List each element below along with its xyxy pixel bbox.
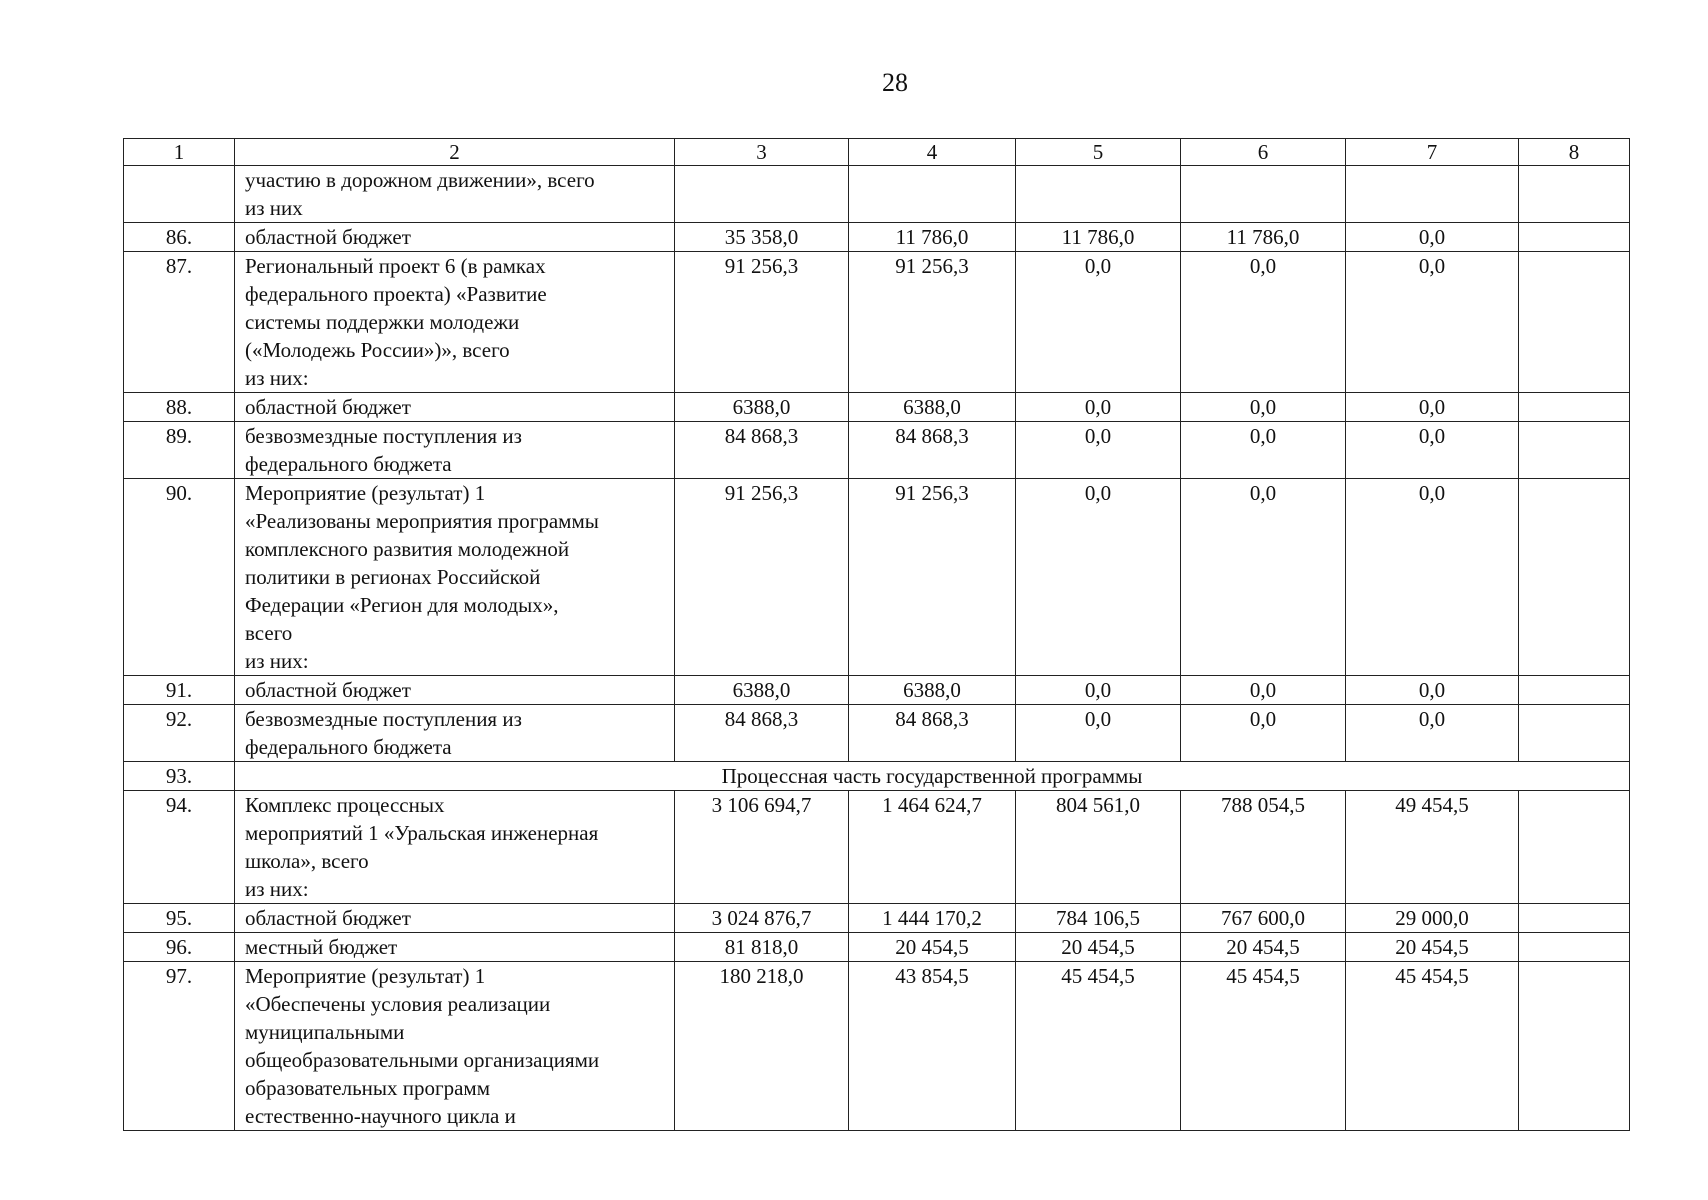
value-cell-col8 xyxy=(1519,223,1630,252)
row-name: Региональный проект 6 (в рамках федерального проекта) «Развитие системы поддержки молодежи («Молодежь России»)», всего из них: xyxy=(235,252,675,393)
value-cell-col6: 0,0 xyxy=(1181,422,1346,479)
value-cell-col7: 49 454,5 xyxy=(1346,791,1519,904)
column-header-2: 2 xyxy=(235,139,675,166)
value-cell-col8 xyxy=(1519,393,1630,422)
value-cell-col6: 0,0 xyxy=(1181,393,1346,422)
table-row xyxy=(124,223,1630,252)
value-cell-col3: 6388,0 xyxy=(675,676,849,705)
row-name: безвозмездные поступления из федерального бюджета xyxy=(235,422,675,479)
table-row xyxy=(124,479,1630,676)
value-cell-col5: 0,0 xyxy=(1016,252,1181,393)
column-header-5: 5 xyxy=(1016,139,1181,166)
value-cell-col6: 0,0 xyxy=(1181,705,1346,762)
value-cell-col5: 0,0 xyxy=(1016,705,1181,762)
row-number: 96. xyxy=(124,933,235,962)
table-body xyxy=(124,139,1630,1131)
value-cell-col7: 0,0 xyxy=(1346,422,1519,479)
value-cell-col3: 3 106 694,7 xyxy=(675,791,849,904)
row-name: Мероприятие (результат) 1 «Реализованы мероприятия программы комплексного развития молодежной политики в регионах Российской Федерации «Регион для молодых», всего из них: xyxy=(235,479,675,676)
value-cell-col7: 0,0 xyxy=(1346,252,1519,393)
value-cell-col5: 0,0 xyxy=(1016,676,1181,705)
value-cell-col3: 81 818,0 xyxy=(675,933,849,962)
table-header-row xyxy=(124,139,1630,166)
column-header-4: 4 xyxy=(849,139,1016,166)
value-cell-col8 xyxy=(1519,252,1630,393)
column-header-7: 7 xyxy=(1346,139,1519,166)
value-cell-col5: 11 786,0 xyxy=(1016,223,1181,252)
row-name: областной бюджет xyxy=(235,676,675,705)
value-cell-col6: 11 786,0 xyxy=(1181,223,1346,252)
column-header-6: 6 xyxy=(1181,139,1346,166)
value-cell-col6: 0,0 xyxy=(1181,252,1346,393)
table-row xyxy=(124,933,1630,962)
table-row xyxy=(124,166,1630,223)
row-number: 95. xyxy=(124,904,235,933)
value-cell-col8 xyxy=(1519,904,1630,933)
row-number: 87. xyxy=(124,252,235,393)
value-cell-col6: 767 600,0 xyxy=(1181,904,1346,933)
value-cell-col4: 1 464 624,7 xyxy=(849,791,1016,904)
table-row xyxy=(124,962,1630,1131)
value-cell-col8 xyxy=(1519,791,1630,904)
table-row xyxy=(124,676,1630,705)
table-row xyxy=(124,904,1630,933)
table-row xyxy=(124,791,1630,904)
row-number: 86. xyxy=(124,223,235,252)
value-cell-col5 xyxy=(1016,166,1181,223)
row-number: 93. xyxy=(124,762,235,791)
value-cell-col8 xyxy=(1519,479,1630,676)
value-cell-col3: 91 256,3 xyxy=(675,479,849,676)
table-row xyxy=(124,705,1630,762)
row-name: областной бюджет xyxy=(235,904,675,933)
row-number: 88. xyxy=(124,393,235,422)
value-cell-col5: 784 106,5 xyxy=(1016,904,1181,933)
value-cell-col8 xyxy=(1519,166,1630,223)
value-cell-col4: 20 454,5 xyxy=(849,933,1016,962)
value-cell-col4 xyxy=(849,166,1016,223)
value-cell-col4: 84 868,3 xyxy=(849,705,1016,762)
value-cell-col5: 0,0 xyxy=(1016,393,1181,422)
value-cell-col6 xyxy=(1181,166,1346,223)
column-header-1: 1 xyxy=(124,139,235,166)
page-number: 28 xyxy=(882,68,908,97)
value-cell-col7: 0,0 xyxy=(1346,705,1519,762)
value-cell-col7: 45 454,5 xyxy=(1346,962,1519,1131)
value-cell-col4: 1 444 170,2 xyxy=(849,904,1016,933)
value-cell-col7: 0,0 xyxy=(1346,676,1519,705)
row-name: Мероприятие (результат) 1 «Обеспечены условия реализации муниципальными общеобразовательными организациями образовательных программ естественно-научного цикла и xyxy=(235,962,675,1131)
value-cell-col5: 0,0 xyxy=(1016,422,1181,479)
value-cell-col8 xyxy=(1519,705,1630,762)
row-number: 94. xyxy=(124,791,235,904)
value-cell-col7: 0,0 xyxy=(1346,479,1519,676)
column-header-8: 8 xyxy=(1519,139,1630,166)
value-cell-col3: 3 024 876,7 xyxy=(675,904,849,933)
row-name: областной бюджет xyxy=(235,223,675,252)
value-cell-col3: 35 358,0 xyxy=(675,223,849,252)
row-name: местный бюджет xyxy=(235,933,675,962)
value-cell-col4: 11 786,0 xyxy=(849,223,1016,252)
table-row xyxy=(124,252,1630,393)
row-number: 92. xyxy=(124,705,235,762)
value-cell-col8 xyxy=(1519,933,1630,962)
table-row xyxy=(124,393,1630,422)
value-cell-col7: 29 000,0 xyxy=(1346,904,1519,933)
row-name: Комплекс процессных мероприятий 1 «Уральская инженерная школа», всего из них: xyxy=(235,791,675,904)
value-cell-col5: 0,0 xyxy=(1016,479,1181,676)
value-cell-col4: 43 854,5 xyxy=(849,962,1016,1131)
value-cell-col7: 0,0 xyxy=(1346,393,1519,422)
value-cell-col4: 6388,0 xyxy=(849,676,1016,705)
section-title: Процессная часть государственной программы xyxy=(235,762,1630,791)
value-cell-col6: 0,0 xyxy=(1181,676,1346,705)
row-name: безвозмездные поступления из федерального бюджета xyxy=(235,705,675,762)
value-cell-col6: 45 454,5 xyxy=(1181,962,1346,1131)
value-cell-col3: 84 868,3 xyxy=(675,705,849,762)
row-name: областной бюджет xyxy=(235,393,675,422)
value-cell-col3: 180 218,0 xyxy=(675,962,849,1131)
value-cell-col3: 6388,0 xyxy=(675,393,849,422)
value-cell-col6: 20 454,5 xyxy=(1181,933,1346,962)
table-row xyxy=(124,422,1630,479)
value-cell-col5: 45 454,5 xyxy=(1016,962,1181,1131)
value-cell-col7: 0,0 xyxy=(1346,223,1519,252)
value-cell-col8 xyxy=(1519,422,1630,479)
value-cell-col4: 6388,0 xyxy=(849,393,1016,422)
row-number: 89. xyxy=(124,422,235,479)
value-cell-col3: 91 256,3 xyxy=(675,252,849,393)
row-number: 97. xyxy=(124,962,235,1131)
row-number: 90. xyxy=(124,479,235,676)
value-cell-col3: 84 868,3 xyxy=(675,422,849,479)
value-cell-col3 xyxy=(675,166,849,223)
row-name: участию в дорожном движении», всего из них xyxy=(235,166,675,223)
value-cell-col5: 804 561,0 xyxy=(1016,791,1181,904)
budget-table xyxy=(123,138,1630,1131)
table-row xyxy=(124,762,1630,791)
value-cell-col6: 788 054,5 xyxy=(1181,791,1346,904)
value-cell-col4: 84 868,3 xyxy=(849,422,1016,479)
row-number xyxy=(124,166,235,223)
row-number: 91. xyxy=(124,676,235,705)
value-cell-col7 xyxy=(1346,166,1519,223)
column-header-3: 3 xyxy=(675,139,849,166)
value-cell-col5: 20 454,5 xyxy=(1016,933,1181,962)
value-cell-col6: 0,0 xyxy=(1181,479,1346,676)
value-cell-col8 xyxy=(1519,676,1630,705)
value-cell-col8 xyxy=(1519,962,1630,1131)
value-cell-col4: 91 256,3 xyxy=(849,252,1016,393)
value-cell-col7: 20 454,5 xyxy=(1346,933,1519,962)
value-cell-col4: 91 256,3 xyxy=(849,479,1016,676)
